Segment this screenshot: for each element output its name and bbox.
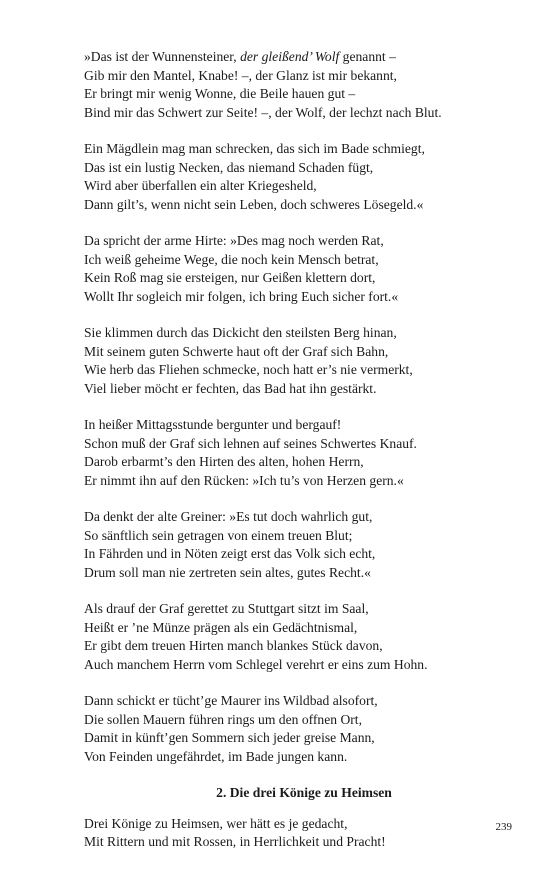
stanza	[84, 692, 524, 766]
poem-body-continued	[84, 815, 524, 852]
verse-line	[84, 232, 524, 251]
page-number: 239	[495, 821, 512, 833]
verse-text: Darob erbarmt’s den Hirten des alten, hohen Herrn,	[84, 454, 364, 469]
verse-text-tail: genannt –	[339, 49, 396, 64]
verse-text: Dann gilt’s, wenn nicht sein Leben, doch schweres Lösegeld.«	[84, 196, 424, 212]
verse-text: Drum soll man nie zertreten sein altes, gutes Recht.«	[84, 564, 371, 580]
verse-text: Gib mir den Mantel, Knabe! –, der Glanz ist mir bekannt,	[84, 67, 397, 83]
verse-line	[84, 177, 524, 196]
verse-line	[84, 361, 524, 380]
verse-text: Das ist ein lustig Necken, das niemand Schaden fügt,	[84, 159, 374, 175]
verse-text: Ich weiß geheime Wege, die noch kein Mensch betrat,	[84, 251, 379, 267]
verse-text: Damit in künft’gen Sommern sich jeder greise Mann,	[84, 730, 375, 745]
verse-line	[84, 196, 524, 215]
verse-line	[84, 324, 524, 343]
verse-line	[84, 748, 524, 767]
stanza	[84, 815, 524, 852]
verse-text: Auch manchem Herrn vom Schlegel verehrt er eins zum Hohn.	[84, 656, 428, 672]
verse-line	[84, 104, 524, 123]
verse-line	[84, 343, 524, 362]
verse-line	[84, 416, 524, 435]
verse-line	[84, 619, 524, 638]
section-title: 2. Die drei Könige zu Heimsen	[216, 785, 392, 800]
verse-line	[84, 140, 524, 159]
verse-line	[84, 637, 524, 656]
verse-text: Viel lieber möcht er fechten, das Bad hat ihn gestärkt.	[84, 380, 377, 396]
stanza	[84, 416, 524, 490]
verse-line	[84, 545, 524, 564]
verse-line	[84, 269, 524, 288]
poem-body	[84, 48, 524, 766]
verse-line	[84, 833, 524, 852]
verse-line	[84, 527, 524, 546]
verse-line	[84, 815, 524, 834]
verse-text: Da spricht der arme Hirte: »Des mag noch werden Rat,	[84, 233, 384, 248]
verse-text: Drei Könige zu Heimsen, wer hätt es je gedacht,	[84, 815, 348, 831]
verse-line	[84, 48, 524, 67]
verse-text: Sie klimmen durch das Dickicht den steilsten Berg hinan,	[84, 325, 397, 340]
verse-text: »Das ist der Wunnensteiner,	[84, 49, 241, 64]
verse-line	[84, 508, 524, 527]
verse-text: Er bringt mir wenig Wonne, die Beile hauen gut –	[84, 86, 356, 101]
verse-text: Wird aber überfallen ein alter Kriegesheld,	[84, 178, 317, 193]
verse-text: Da denkt der alte Greiner: »Es tut doch wahrlich gut,	[84, 509, 373, 524]
verse-line	[84, 67, 524, 86]
verse-line	[84, 711, 524, 730]
verse-text: Heißt er ’ne Münze prägen als ein Gedächtnismal,	[84, 619, 358, 635]
verse-text: In heißer Mittagsstunde bergunter und bergauf!	[84, 417, 342, 432]
verse-text: Er nimmt ihn auf den Rücken: »Ich tu’s von Herzen gern.«	[84, 472, 404, 488]
verse-emphasis: der gleißend’ Wolf	[240, 49, 340, 64]
stanza	[84, 140, 524, 214]
stanza	[84, 600, 524, 674]
verse-line	[84, 288, 524, 307]
stanza	[84, 324, 524, 398]
verse-line	[84, 435, 524, 454]
verse-text: Er gibt dem treuen Hirten manch blankes Stück davon,	[84, 638, 383, 653]
verse-line	[84, 85, 524, 104]
verse-line	[84, 251, 524, 270]
verse-line	[84, 692, 524, 711]
verse-text: Mit Rittern und mit Rossen, in Herrlichkeit und Pracht!	[84, 834, 386, 849]
stanza	[84, 232, 524, 306]
verse-text: Dann schickt er tücht’ge Maurer ins Wildbad alsofort,	[84, 693, 378, 708]
poem-page	[84, 48, 524, 870]
verse-text: Als drauf der Graf gerettet zu Stuttgart sitzt im Saal,	[84, 601, 369, 616]
verse-line	[84, 656, 524, 675]
verse-text: In Fährden und in Nöten zeigt erst das Volk sich echt,	[84, 546, 376, 561]
verse-text: Ein Mägdlein mag man schrecken, das sich im Bade schmiegt,	[84, 141, 425, 156]
verse-text: Von Feinden ungefährdet, im Bade jungen kann.	[84, 748, 348, 764]
verse-text: Wollt Ihr sogleich mir folgen, ich bring Euch sicher fort.«	[84, 288, 399, 304]
verse-line	[84, 453, 524, 472]
verse-line	[84, 159, 524, 178]
verse-text: Mit seinem guten Schwerte haut oft der Graf sich Bahn,	[84, 343, 389, 359]
stanza	[84, 508, 524, 582]
verse-text: Bind mir das Schwert zur Seite! –, der Wolf, der lechzt nach Blut.	[84, 104, 442, 120]
verse-line	[84, 472, 524, 491]
stanza	[84, 48, 524, 122]
verse-text: Wie herb das Fliehen schmecke, noch hatt er’s nie vermerkt,	[84, 362, 413, 377]
verse-line	[84, 729, 524, 748]
verse-text: Die sollen Mauern führen rings um den offnen Ort,	[84, 711, 362, 727]
verse-text: Kein Roß mag sie ersteigen, nur Geißen klettern dort,	[84, 270, 376, 285]
verse-line	[84, 600, 524, 619]
verse-line	[84, 564, 524, 583]
verse-line	[84, 380, 524, 399]
verse-text: So sänftlich sein getragen von einem treuen Blut;	[84, 527, 353, 543]
verse-text: Schon muß der Graf sich lehnen auf seines Schwertes Knauf.	[84, 435, 417, 451]
